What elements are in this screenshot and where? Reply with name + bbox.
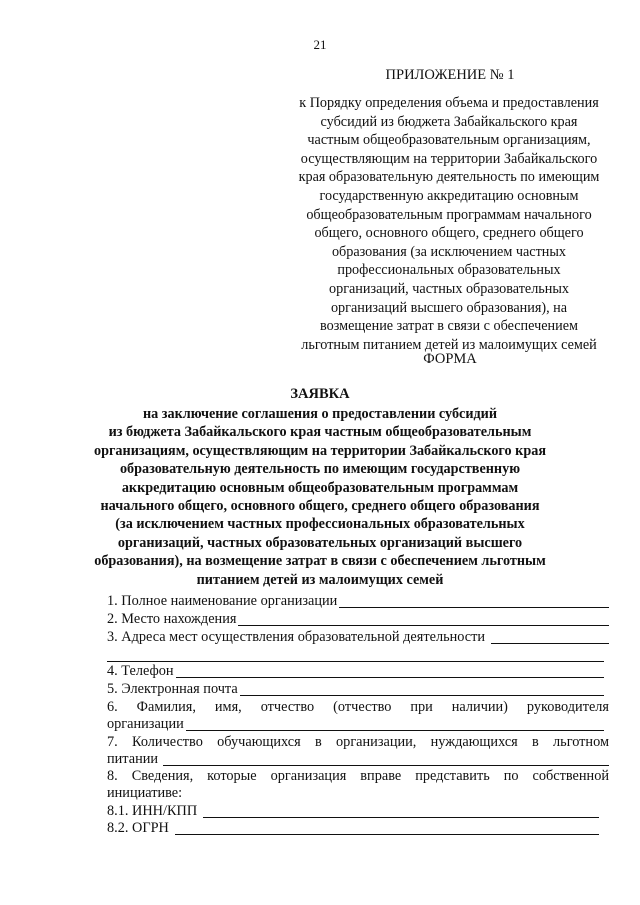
appendix-line: общеобразовательным программам начального bbox=[306, 206, 592, 223]
field-label: питании bbox=[107, 751, 159, 767]
field-students bbox=[107, 751, 609, 768]
request-line: образования), на возмещение затрат в связи с обеспечением льготным bbox=[94, 553, 546, 570]
fill-line[interactable] bbox=[163, 752, 609, 766]
request-line: на заключение соглашения о предоставлении субсидий bbox=[142, 406, 498, 422]
appendix-line: осуществляющим на территории Забайкальского bbox=[300, 150, 598, 167]
field-optional-info-label-2: инициативе: bbox=[107, 785, 183, 801]
field-label: организации bbox=[107, 716, 184, 732]
fill-line[interactable] bbox=[203, 804, 599, 818]
appendix-line: возмещение затрат в связи с обеспечением bbox=[320, 318, 578, 335]
appendix-line: общего, основного общего, среднего общего bbox=[314, 225, 584, 242]
fill-line[interactable] bbox=[238, 612, 609, 626]
fill-line[interactable] bbox=[491, 630, 609, 644]
appendix-line: профессиональных образовательных bbox=[337, 262, 561, 279]
fill-line[interactable] bbox=[175, 821, 599, 835]
appendix-line: субсидий из бюджета Забайкальского края bbox=[320, 113, 578, 130]
request-title: ЗАЯВКА bbox=[290, 386, 350, 402]
appendix-line: государственную аккредитацию основным bbox=[319, 187, 579, 204]
field-label: 1. Полное наименование организации bbox=[107, 593, 338, 609]
form-label: ФОРМА bbox=[423, 351, 477, 367]
appendix-title: ПРИЛОЖЕНИЕ № 1 bbox=[385, 67, 515, 83]
field-ogrn bbox=[107, 820, 599, 837]
field-inn-kpp bbox=[107, 803, 599, 820]
fill-line[interactable] bbox=[339, 594, 609, 608]
request-line: из бюджета Забайкальского края частным общеобразовательным bbox=[108, 424, 532, 441]
page-number: 21 bbox=[313, 37, 327, 52]
fill-line[interactable] bbox=[176, 664, 604, 678]
appendix-line: организаций высшего образования), на bbox=[330, 299, 568, 316]
field-phone bbox=[107, 663, 609, 680]
request-line: организациям, осуществляющим на территории Забайкальского края bbox=[94, 442, 546, 459]
field-director-name bbox=[107, 716, 609, 733]
field-activity-addresses bbox=[107, 629, 609, 646]
field-label: 3. Адреса мест осуществления образовательной деятельности bbox=[107, 629, 485, 645]
appendix-line: льготным питанием детей из малоимущих семей bbox=[301, 336, 597, 353]
field-label: 4. Телефон bbox=[107, 663, 174, 679]
request-line: аккредитацию основным общеобразовательным программам bbox=[121, 479, 519, 496]
fill-line-continuation[interactable] bbox=[107, 660, 604, 662]
appendix-line: частным общеобразовательным организациям, bbox=[307, 132, 591, 149]
field-label: 5. Электронная почта bbox=[107, 681, 238, 697]
field-location bbox=[107, 611, 609, 628]
request-line: начального общего, основного общего, среднего общего образования bbox=[100, 498, 540, 515]
field-label: 8.2. ОГРН bbox=[107, 820, 169, 836]
request-subtitle bbox=[60, 405, 580, 589]
appendix-line: организаций, частных образовательных bbox=[329, 280, 569, 297]
appendix-line: образования (за исключением частных bbox=[331, 243, 567, 260]
field-full-name bbox=[107, 593, 609, 610]
request-line: организаций, частных образовательных организаций высшего bbox=[117, 534, 523, 551]
request-line: питанием детей из малоимущих семей bbox=[196, 571, 444, 588]
appendix-text bbox=[280, 94, 618, 354]
fill-line[interactable] bbox=[186, 717, 604, 731]
appendix-line: края образовательную деятельность по имеющим bbox=[298, 169, 600, 186]
request-line: (за исключением частных профессиональных образовательных bbox=[115, 516, 525, 533]
field-label: 8.1. ИНН/КПП bbox=[107, 803, 198, 819]
field-director-name-label: 6. Фамилия, имя, отчество (отчество при наличии) руководителя bbox=[107, 699, 609, 715]
field-label: 2. Место нахождения bbox=[107, 611, 237, 627]
appendix-line: к Порядку определения объема и предоставления bbox=[299, 95, 599, 111]
field-email bbox=[107, 681, 609, 698]
field-optional-info-label: 8. Сведения, которые организация вправе представить по собственной bbox=[107, 768, 609, 784]
request-line: образовательную деятельность по имеющим государственную bbox=[119, 461, 521, 478]
field-students-label: 7. Количество обучающихся в организации, нуждающихся в льготном bbox=[107, 734, 609, 750]
fill-line[interactable] bbox=[240, 682, 604, 696]
